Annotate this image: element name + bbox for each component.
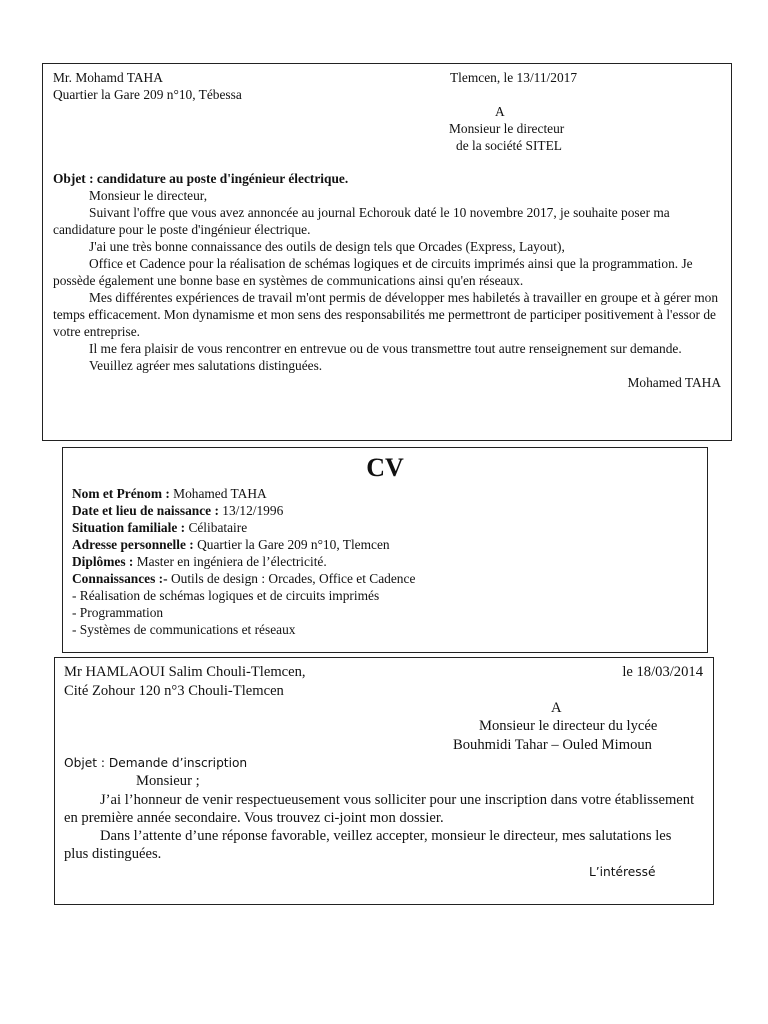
paragraph-4: Mes différentes expériences de travail m'ont permis de développer mes habiletés à travailler en groupe et à gérer mon temps efficacement. Mon dynamisme et mon sens des responsabilités me permettront de participer positivement à l'essor de votre entreprise. <box>53 290 719 339</box>
signature: Mohamed TAHA <box>627 375 721 390</box>
sender-name: Mr. Mohamd TAHA <box>53 70 163 85</box>
paragraph-3: Office et Cadence pour la réalisation de schémas logiques et de circuits imprimés ainsi que la programmation. Je possède également une bonne base en systèmes de communications ainsi qu'en réseaux. <box>53 256 693 288</box>
cv-name: Nom et Prénom : Mohamed TAHA <box>72 486 267 501</box>
cv-knowledge: Connaissances :- Outils de design : Orcades, Office et Cadence <box>72 571 416 586</box>
paragraph-1: Suivant l'offre que vous avez annoncée au journal Echorouk daté le 10 novembre 2017, je souhaite poser ma candidature pour le poste d'ingénieur électrique. <box>53 205 670 237</box>
cv-knowledge-item: - Programmation <box>72 605 164 620</box>
recipient-line-1: Monsieur le directeur du lycée <box>479 718 658 734</box>
cv-title: CV <box>366 453 404 482</box>
cv-birth: Date et lieu de naissance : 13/12/1996 <box>72 503 284 518</box>
recipient-line-2: de la société SITEL <box>456 138 562 153</box>
subject: Objet : candidature au poste d'ingénieur électrique. <box>53 171 349 186</box>
paragraph-2: J'ai une très bonne connaissance des outils de design tels que Orcades (Express, Layout), <box>89 239 565 254</box>
subject: Objet : Demande d’inscription <box>64 756 248 770</box>
paragraph-1: J’ai l’honneur de venir respectueusement vous solliciter pour une inscription dans votre établissement en première année secondaire. Vous trouvez ci-joint mon dossier. <box>64 792 695 826</box>
place-date: Tlemcen, le 13/11/2017 <box>450 70 578 85</box>
cv-diplomas: Diplômes : Master en ingéniera de l’électricité. <box>72 554 327 569</box>
recipient-line-1: Monsieur le directeur <box>449 121 565 136</box>
letter-1 <box>42 63 732 441</box>
closing: Veuillez agréer mes salutations distinguées. <box>89 358 323 373</box>
paragraph-2: Dans l’attente d’une réponse favorable, veillez accepter, monsieur le directeur, mes salutations les plus distinguées. <box>64 828 672 862</box>
greeting: Monsieur ; <box>136 773 200 789</box>
paragraph-5: Il me fera plaisir de vous rencontrer en entrevue ou de vous transmettre tout autre renseignement sur demande. <box>89 341 682 356</box>
letter-body <box>53 187 721 391</box>
sender-address: Quartier la Gare 209 n°10, Tébessa <box>53 87 242 102</box>
cv-box <box>62 447 708 653</box>
recipient-a: A <box>551 700 562 716</box>
recipient-line-2: Bouhmidi Tahar – Ouled Mimoun <box>453 737 652 753</box>
cv-knowledge-item: - Réalisation de schémas logiques et de circuits imprimés <box>72 588 380 603</box>
letter-2 <box>54 657 714 905</box>
cv-knowledge-item: - Systèmes de communications et réseaux <box>72 622 296 637</box>
greeting: Monsieur le directeur, <box>89 188 208 203</box>
cv-family: Situation familiale : Célibataire <box>72 520 248 535</box>
letter-body <box>64 791 697 863</box>
recipient-a: A <box>495 104 505 119</box>
sender-line-2: Cité Zohour 120 n°3 Chouli-Tlemcen <box>64 683 284 699</box>
sender-line-1: Mr HAMLAOUI Salim Chouli-Tlemcen, <box>64 664 306 680</box>
letter-date: le 18/03/2014 <box>622 664 703 680</box>
signature: L’intéressé <box>589 865 656 879</box>
cv-address: Adresse personnelle : Quartier la Gare 209 n°10, Tlemcen <box>72 537 390 552</box>
